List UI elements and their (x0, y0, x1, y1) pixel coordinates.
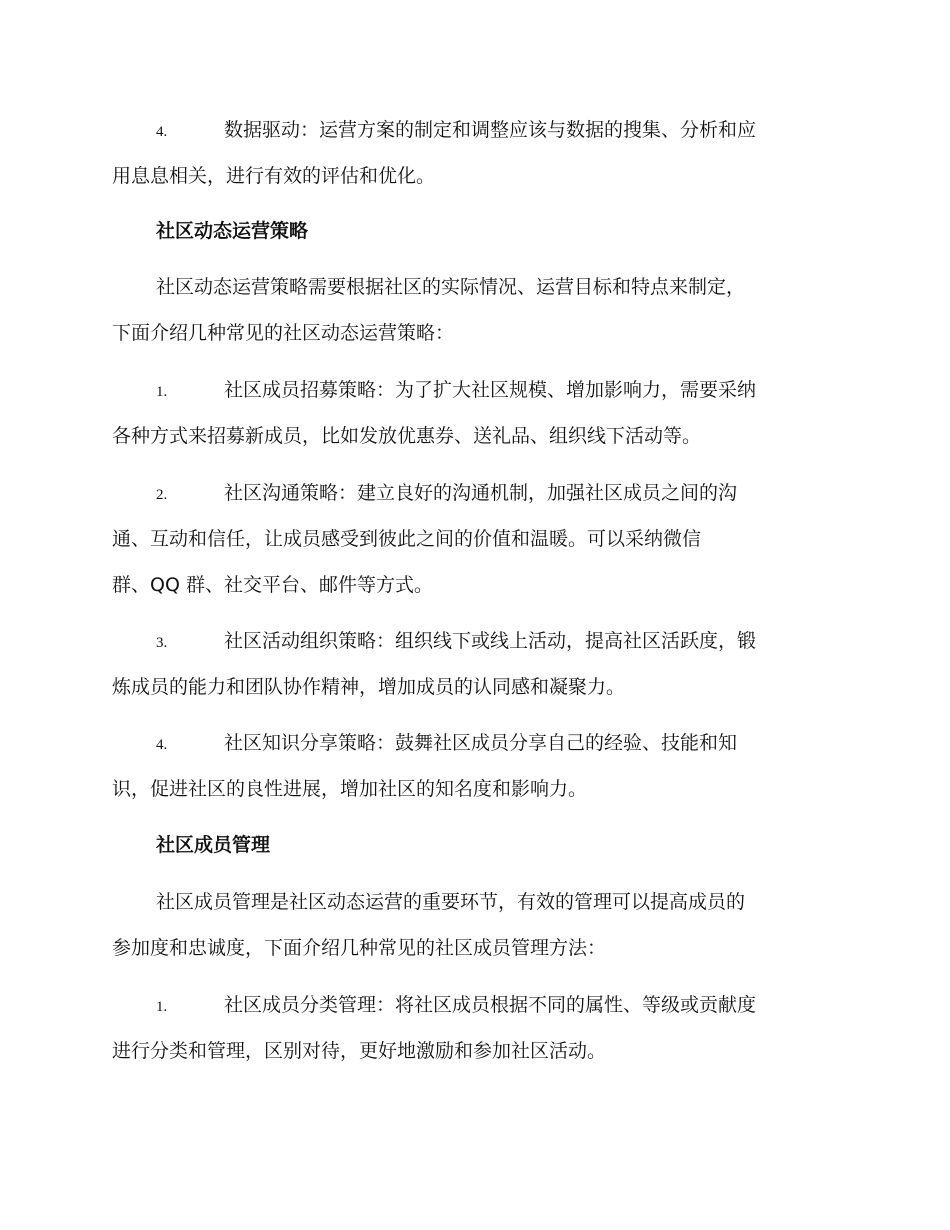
list-item-line (112, 470, 838, 516)
list-item-text: 进行分类和管理，区别对待，更好地激励和参加社区活动。 (112, 1040, 607, 1062)
paragraph-text: 参加度和忠诚度，下面介绍几种常见的社区成员管理方法： (112, 937, 607, 959)
list-number: 1. (156, 384, 168, 400)
list-item-text: 社区成员招募策略：为了扩大社区规模、增加影响力，需要采纳 (224, 379, 757, 401)
paragraph-members-intro (112, 879, 838, 971)
paragraph-text: 社区动态运营策略需要根据社区的实际情况、运营目标和特点来制定， (156, 276, 746, 298)
section-heading-strategy (112, 208, 838, 254)
list-item-text: 识，促进社区的良性进展，增加社区的知名度和影响力。 (112, 778, 588, 800)
list-item-text: 各种方式来招募新成员，比如发放优惠券、送礼品、组织线下活动等。 (112, 425, 702, 447)
list-item-text: 社区沟通策略：建立良好的沟通机制，加强社区成员之间的沟 (224, 482, 738, 504)
list-item-activity-strategy (112, 618, 838, 710)
paragraph-text: 社区成员管理是社区动态运营的重要环节，有效的管理可以提高成员的 (156, 891, 746, 913)
section-heading: 社区动态运营策略 (156, 220, 309, 242)
list-item-text: 用息息相关，进行有效的评估和优化。 (112, 165, 436, 187)
list-item-line (112, 982, 838, 1028)
list-item-line (112, 367, 838, 413)
list-item-text: 炼成员的能力和团队协作精神，增加成员的认同感和凝聚力。 (112, 676, 626, 698)
paragraph-strategy-intro (112, 264, 838, 356)
list-item-member-classification (112, 982, 838, 1074)
list-item-line (112, 107, 838, 153)
paragraph-text: 下面介绍几种常见的社区动态运营策略： (112, 322, 455, 344)
list-item-communication-strategy (112, 470, 838, 608)
list-item-text: 通、互动和信任，让成员感受到彼此之间的价值和温暖。可以采纳微信 (112, 528, 702, 550)
list-item-text: 社区知识分享策略：鼓舞社区成员分享自己的经验、技能和知 (224, 732, 738, 754)
list-item-text: 社区活动组织策略：组织线下或线上活动，提高社区活跃度，锻 (224, 630, 757, 652)
list-item-knowledge-strategy (112, 720, 838, 812)
list-number: 1. (156, 999, 168, 1015)
list-item-data-driven (112, 107, 838, 199)
list-item-recruit-strategy (112, 367, 838, 459)
list-item-text: 社区成员分类管理：将社区成员根据不同的属性、等级或贡献度 (224, 994, 757, 1016)
list-item-line (112, 618, 838, 664)
list-item-line (112, 720, 838, 766)
list-number: 3. (156, 635, 168, 651)
list-item-text: 群、QQ 群、社交平台、邮件等方式。 (112, 574, 433, 596)
list-number: 2. (156, 487, 168, 503)
list-number: 4. (156, 737, 168, 753)
list-item-text: 数据驱动：运营方案的制定和调整应该与数据的搜集、分析和应 (224, 119, 757, 141)
list-number: 4. (156, 124, 168, 140)
section-heading-members (112, 822, 838, 868)
section-heading: 社区成员管理 (156, 834, 271, 856)
